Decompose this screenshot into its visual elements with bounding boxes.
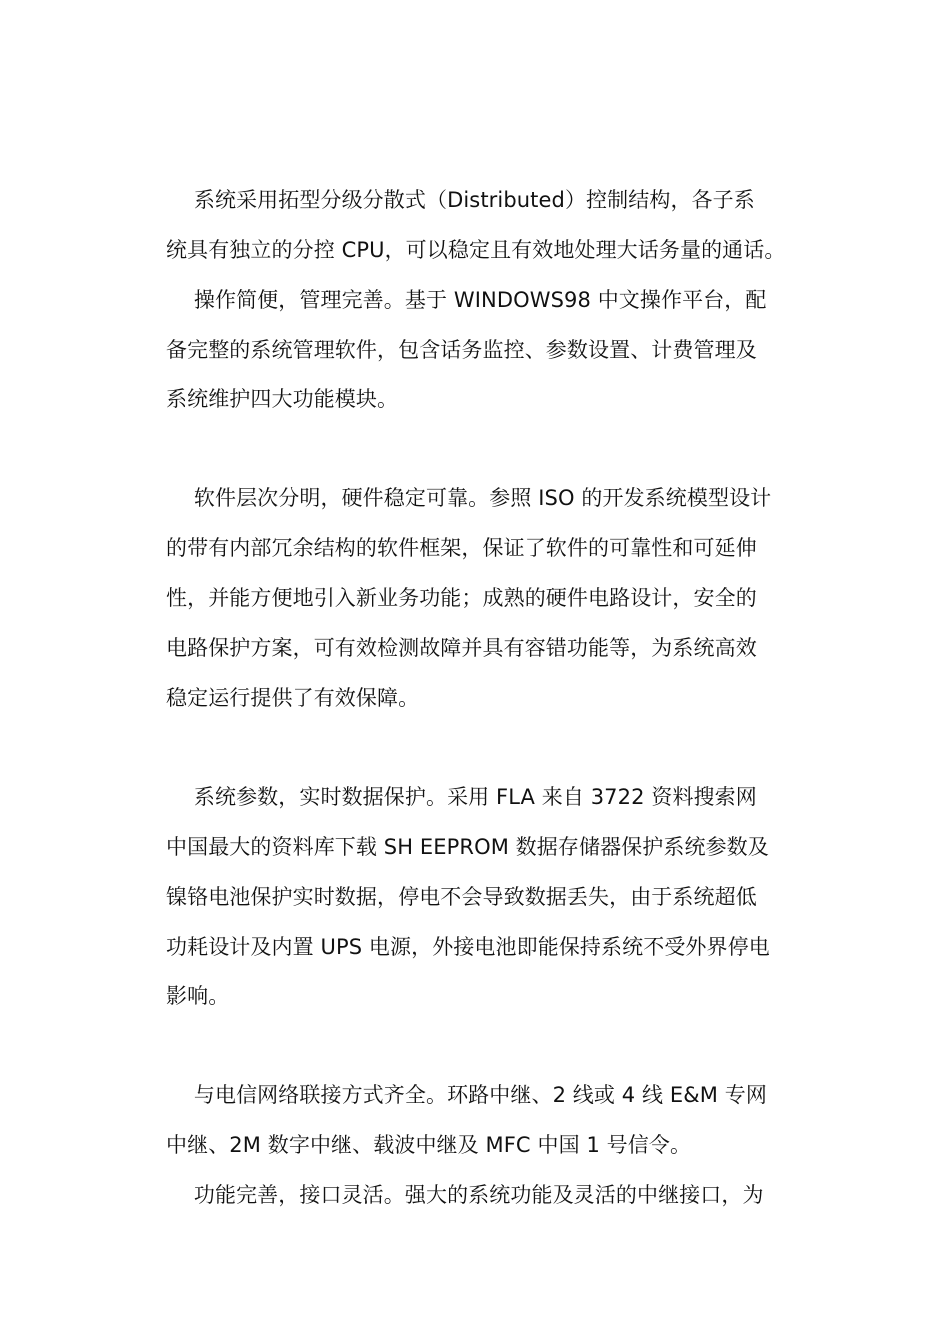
text-line: 功耗设计及内置 UPS 电源，外接电池即能保持系统不受外界停电	[166, 935, 770, 959]
text-line: 的带有内部冗余结构的软件框架，保证了软件的可靠性和可延伸	[166, 536, 757, 560]
text-line: 系统采用拓型分级分散式（Distributed）控制结构，各子系	[166, 188, 755, 212]
text-line: 与电信网络联接方式齐全。环路中继、2 线或 4 线 E&M 专网	[166, 1083, 767, 1107]
text-line: 中国最大的资料库下载 SH EEPROM 数据存储器保护系统参数及	[166, 835, 769, 859]
text-line: 功能完善，接口灵活。强大的系统功能及灵活的中继接口，为	[166, 1183, 764, 1207]
text-line: 软件层次分明，硬件稳定可靠。参照 ISO 的开发系统模型设计	[166, 486, 772, 510]
text-line: 性，并能方便地引入新业务功能；成熟的硬件电路设计，安全的	[166, 586, 757, 610]
text-line: 操作简便，管理完善。基于 WINDOWS98 中文操作平台，配	[166, 288, 767, 312]
text-line: 电路保护方案，可有效检测故障并具有容错功能等，为系统高效	[166, 636, 757, 660]
text-line: 镍铬电池保护实时数据，停电不会导致数据丢失，由于系统超低	[166, 885, 757, 909]
text-line: 影响。	[166, 984, 230, 1008]
text-line: 统具有独立的分控 CPU，可以稳定且有效地处理大话务量的通话。	[166, 238, 786, 262]
text-line: 系统维护四大功能模块。	[166, 387, 399, 411]
text-line: 中继、2M 数字中继、载波中继及 MFC 中国 1 号信令。	[166, 1133, 692, 1157]
text-line: 备完整的系统管理软件，包含话务监控、参数设置、计费管理及	[166, 338, 757, 362]
text-line: 系统参数，实时数据保护。采用 FLA 来自 3722 资料搜索网	[166, 785, 757, 809]
text-line: 稳定运行提供了有效保障。	[166, 686, 420, 710]
